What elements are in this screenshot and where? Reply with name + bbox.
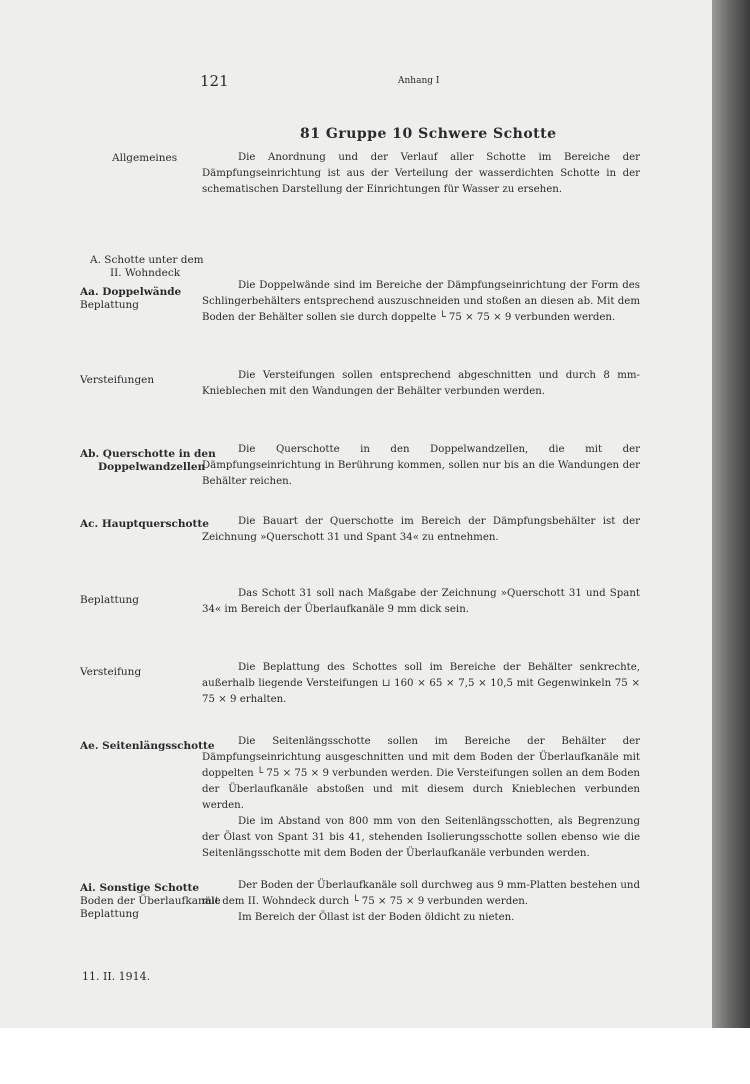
margin-label-aa: Aa. Doppelwände Beplattung bbox=[80, 286, 182, 311]
paragraph-ab: Die Querschotte in den Doppelwandzellen, die mit der Dämpfungseinrichtung in Berührung kommen, sollen nur bis an die Wandungen der Behälter reichen. bbox=[202, 444, 640, 487]
running-head: Anhang I bbox=[398, 76, 440, 86]
paragraph-beplattung: Das Schott 31 soll nach Maßgabe der Zeichnung »Querschott 31 und Spant 34« im Bereich der Überlaufkanäle 9 mm dick sein. bbox=[202, 588, 640, 615]
paragraph-ae: Die Seitenlängsschotte sollen im Bereiche der Behälter der Dämpfungseinrichtung ausgeschnitten und mit dem Boden der Überlaufkanäle mit doppelten └ 75 × 75 × 9 verbunden werden. Die Versteifungen sollen an dem Boden der Überlaufkanäle abstoßen und mit diesem durch Knieblechen verbunden werden. Die im Abstand von 800 mm von den Seitenlängsschotten, als Begrenzung der Ölast von Spant 31 bis 41, stehenden Isolierungsschotte sollen ebenso wie die Seitenlängsschotte mit dem Boden der Überlaufkanäle verbunden werden. bbox=[202, 736, 640, 859]
page-number: 121 bbox=[200, 72, 229, 90]
margin-label-ae: Ae. Seitenlängsschotte bbox=[80, 740, 215, 752]
margin-label-ab: Ab. Querschotte in den Doppelwandzellen bbox=[80, 448, 216, 473]
scan-margin bbox=[0, 1028, 750, 1084]
margin-label-versteifungen: Versteifungen bbox=[80, 374, 155, 386]
page-edge-shadow bbox=[712, 0, 750, 1028]
paragraph-versteifungen: Die Versteifungen sollen entsprechend abgeschnitten und durch 8 mm-Knieblechen mit den Wandungen der Behälter verbunden werden. bbox=[202, 370, 640, 397]
margin-label-allgemeines: Allgemeines bbox=[112, 152, 178, 164]
paragraph-ai: Der Boden der Überlaufkanäle soll durchweg aus 9 mm-Platten bestehen und mit dem II. Wohndeck durch └ 75 × 75 × 9 verbunden werden. Im Bereich der Öllast ist der Boden öldicht zu nieten. bbox=[202, 880, 640, 923]
paragraph-allgemeines: Die Anordnung und der Verlauf aller Schotte im Bereiche der Dämpfungseinrichtung ist aus der Verteilung der wasserdichten Schotte in der schematischen Darstellung der Einrichtungen für Wasser zu ersehen. bbox=[202, 152, 640, 195]
margin-label-ai: Ai. Sonstige Schotte Boden der Überlaufkanäle Beplattung bbox=[80, 882, 221, 920]
paragraph-versteifung: Die Beplattung des Schottes soll im Bereiche der Behälter senkrechte, außerhalb liegende Versteifungen ⊔ 160 × 65 × 7,5 × 10,5 mit Gegenwinkeln 75 × 75 × 9 erhalten. bbox=[202, 662, 640, 705]
margin-label-ac: Ac. Hauptquerschotte bbox=[80, 518, 209, 530]
margin-label-a: A. Schotte unter dem II. Wohndeck bbox=[90, 254, 204, 279]
footer-date: 11. II. 1914. bbox=[82, 970, 151, 983]
paragraph-aa: Die Doppelwände sind im Bereiche der Dämpfungseinrichtung der Form des Schlingerbehälters entsprechend auszuschneiden und stoßen an diesen ab. Mit dem Boden der Behälter sollen sie durch doppelte └ 75 × 75 × 9 verbunden werden. bbox=[202, 280, 640, 323]
margin-label-versteifung: Versteifung bbox=[80, 666, 142, 678]
section-title: 81 Gruppe 10 Schwere Schotte bbox=[300, 126, 557, 142]
paragraph-ac: Die Bauart der Querschotte im Bereich der Dämpfungsbehälter ist der Zeichnung »Querschott 31 und Spant 34« zu entnehmen. bbox=[202, 516, 640, 543]
margin-label-beplattung: Beplattung bbox=[80, 594, 139, 606]
